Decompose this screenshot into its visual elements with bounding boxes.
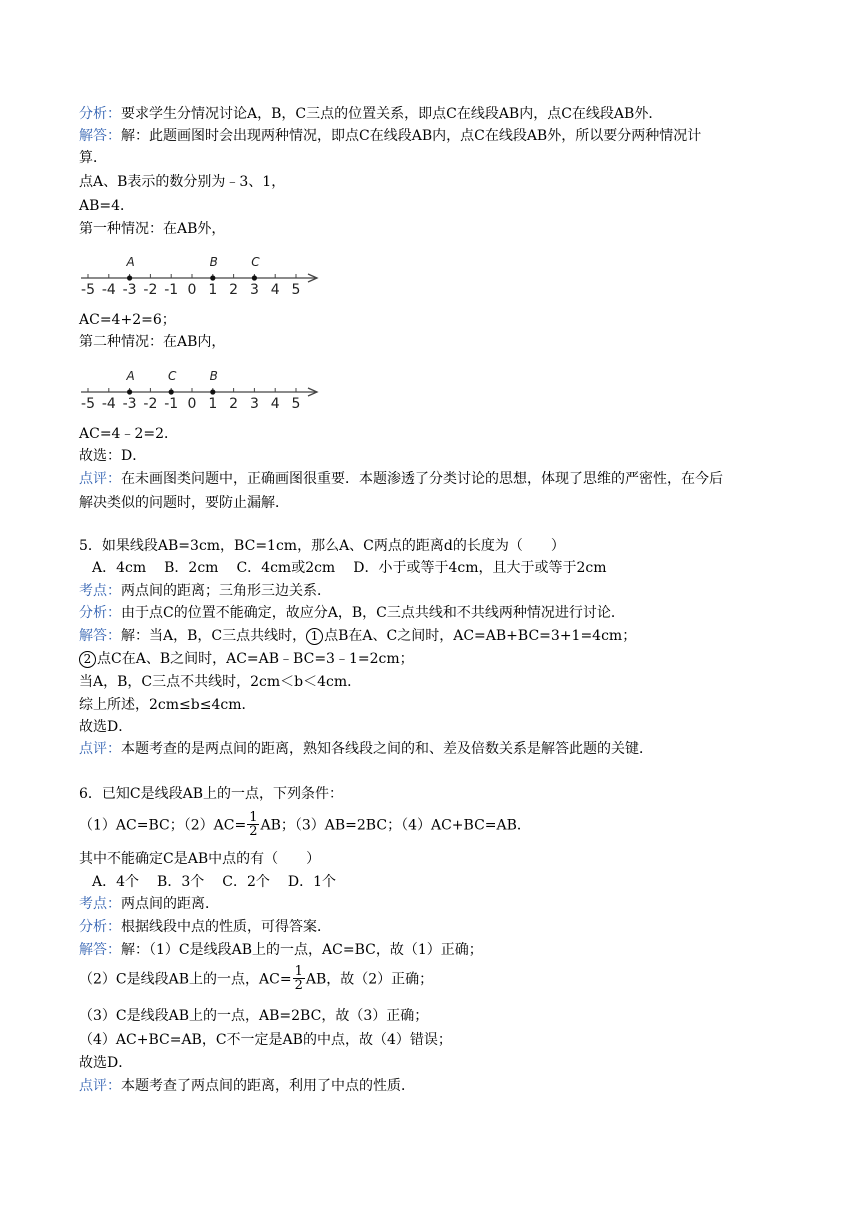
q6-options bbox=[92, 872, 802, 892]
q5-answer-line4: 综上所述，2cm≤b≤4cm． bbox=[79, 697, 256, 713]
q6-answer-line4: （4）AC+BC=AB，C不一定是AB的中点，故（4）错误； bbox=[79, 1032, 452, 1048]
kaodian-text: 两点间的距离． bbox=[121, 896, 219, 912]
choice-line: 故选：D． bbox=[79, 448, 147, 464]
tick-label: 0 bbox=[187, 396, 197, 412]
tick-label: 2 bbox=[229, 396, 239, 412]
point-b-label: B bbox=[209, 255, 218, 269]
case-two-result: AC=4﹣2=2． bbox=[79, 426, 179, 442]
tick-label: 5 bbox=[291, 282, 301, 298]
point-a-label: A bbox=[126, 369, 135, 383]
answer-text: 解：当A，B，C三点共线时， bbox=[121, 628, 307, 644]
point-c-dot bbox=[169, 389, 174, 394]
point-a-dot bbox=[127, 389, 132, 394]
tick-label: -2 bbox=[143, 396, 158, 412]
q6-option-b: B．3个 bbox=[157, 874, 205, 890]
q6-conditions bbox=[79, 812, 789, 839]
answer-tag: 解答： bbox=[79, 942, 121, 958]
q6-ask: 其中不能确定C是AB中点的有（ ） bbox=[79, 851, 321, 867]
answer-text-cont: 点B在A、C之间时，AC=AB+BC=3+1=4cm； bbox=[324, 628, 637, 644]
answer-tag: 解答： bbox=[79, 128, 121, 144]
q5-option-a: A．4cm bbox=[92, 560, 147, 576]
comment-line-cont: 解决类似的问题时，要防止漏解． bbox=[79, 495, 289, 511]
tick-label: -1 bbox=[164, 396, 179, 412]
answer-text-cont: AB，故（2）正确； bbox=[305, 971, 434, 988]
answer-text: 点C在A、B之间时，AC=AB﹣BC=3﹣1=2cm； bbox=[97, 651, 414, 667]
kaodian-text: 两点间的距离；三角形三边关系． bbox=[121, 583, 331, 599]
tick-label: 5 bbox=[291, 396, 301, 412]
text-line: 点A、B表示的数分别为﹣3、1， bbox=[79, 174, 286, 190]
conditions-text-cont: AB；（3）AB=2BC；（4）AC+BC=AB． bbox=[260, 817, 531, 834]
tick-label: 4 bbox=[270, 396, 280, 412]
analysis-text: 由于点C的位置不能确定，故应分A，B，C三点共线和不共线两种情况进行讨论． bbox=[121, 605, 625, 621]
q5-answer-line2 bbox=[79, 649, 789, 669]
fraction-one-half bbox=[247, 811, 259, 838]
kaodian-tag: 考点： bbox=[79, 896, 121, 912]
tick-label: 3 bbox=[249, 282, 259, 298]
tick-label: -1 bbox=[164, 282, 179, 298]
comment-tag: 点评： bbox=[79, 471, 121, 487]
comment-tag: 点评： bbox=[79, 1078, 121, 1094]
tick-label: -4 bbox=[101, 396, 116, 412]
comment-text: 本题考查的是两点间的距离，熟知各线段之间的和、差及倍数关系是解答此题的关键． bbox=[121, 741, 653, 757]
tick-label: 2 bbox=[229, 282, 239, 298]
analysis-line bbox=[79, 104, 789, 124]
fraction-denominator: 2 bbox=[249, 824, 258, 839]
tick-label: -4 bbox=[101, 282, 116, 298]
text-line: AB=4． bbox=[79, 198, 135, 214]
q6-answer-line2 bbox=[79, 966, 789, 993]
q6-option-c: C．2个 bbox=[222, 874, 270, 890]
tick-label: -5 bbox=[81, 396, 95, 412]
analysis-text: 要求学生分情况讨论A，B，C三点的位置关系，即点C在线段AB内，点C在线段AB外． bbox=[121, 106, 663, 122]
point-a-dot bbox=[127, 275, 132, 280]
q5-kaodian bbox=[79, 581, 789, 601]
fraction-numerator: 1 bbox=[294, 964, 303, 979]
comment-text: 在未画图类问题中，正确画图很重要．本题渗透了分类讨论的思想，体现了思维的严密性，在今后 bbox=[121, 471, 723, 487]
point-b-dot bbox=[210, 275, 215, 280]
point-c-label: C bbox=[168, 369, 177, 383]
case-two-label: 第二种情况：在AB内， bbox=[79, 334, 226, 350]
tick-label: 4 bbox=[270, 282, 280, 298]
circled-number-2: 2 bbox=[79, 651, 96, 668]
answer-text: （2）C是线段AB上的一点，AC= bbox=[79, 971, 292, 988]
number-line-case-two bbox=[79, 362, 329, 414]
answer-tag: 解答： bbox=[79, 628, 121, 644]
q5-option-b: B．2cm bbox=[164, 560, 219, 576]
q5-comment bbox=[79, 739, 789, 759]
tick-label: -3 bbox=[122, 282, 137, 298]
q6-answer bbox=[79, 940, 789, 960]
answer-text: 解：（1）C是线段AB上的一点，AC=BC，故（1）正确； bbox=[121, 942, 483, 958]
point-b-label: B bbox=[209, 369, 218, 383]
case-one-result: AC=4+2=6； bbox=[79, 312, 176, 328]
analysis-tag: 分析： bbox=[79, 919, 121, 935]
tick-label: 1 bbox=[208, 396, 218, 412]
analysis-text: 根据线段中点的性质，可得答案． bbox=[121, 919, 331, 935]
q6-option-a: A．4个 bbox=[92, 874, 140, 890]
q6-answer-line5: 故选D． bbox=[79, 1055, 133, 1071]
fraction-denominator: 2 bbox=[294, 978, 303, 993]
tick-label: -2 bbox=[143, 282, 158, 298]
tick-label: 0 bbox=[187, 282, 197, 298]
comment-line bbox=[79, 469, 789, 489]
comment-text: 本题考查了两点间的距离，利用了中点的性质． bbox=[121, 1078, 415, 1094]
q5-answer-line5: 故选D． bbox=[79, 719, 133, 735]
q5-option-d: D．小于或等于4cm，且大于或等于2cm bbox=[353, 560, 607, 576]
conditions-text: （1）AC=BC；（2）AC= bbox=[79, 817, 247, 834]
tick-label: -3 bbox=[122, 396, 137, 412]
analysis-tag: 分析： bbox=[79, 605, 121, 621]
answer-line bbox=[79, 126, 789, 146]
q5-question: 5．如果线段AB=3cm，BC=1cm，那么A、C两点的距离d的长度为（ ） bbox=[79, 538, 565, 554]
circled-number-1: 1 bbox=[306, 628, 323, 645]
q6-comment bbox=[79, 1076, 789, 1096]
tick-label: 1 bbox=[208, 282, 218, 298]
point-c-dot bbox=[252, 275, 257, 280]
q5-answer bbox=[79, 626, 789, 646]
answer-line-cont: 算． bbox=[79, 150, 107, 166]
point-b-dot bbox=[210, 389, 215, 394]
fraction-one-half bbox=[293, 965, 305, 992]
number-line-case-one bbox=[79, 248, 329, 300]
answer-text: 解：此题画图时会出现两种情况，即点C在线段AB内，点C在线段AB外，所以要分两种情况计 bbox=[121, 128, 702, 144]
q5-analysis bbox=[79, 603, 789, 623]
comment-tag: 点评： bbox=[79, 741, 121, 757]
kaodian-tag: 考点： bbox=[79, 583, 121, 599]
q5-option-c: C．4cm或2cm bbox=[236, 560, 336, 576]
q6-answer-line3: （3）C是线段AB上的一点，AB=2BC，故（3）正确； bbox=[79, 1008, 429, 1024]
analysis-tag: 分析： bbox=[79, 106, 121, 122]
case-one-label: 第一种情况：在AB外， bbox=[79, 221, 226, 237]
point-c-label: C bbox=[251, 255, 260, 269]
tick-label: -5 bbox=[81, 282, 95, 298]
fraction-numerator: 1 bbox=[249, 810, 258, 825]
q6-question: 6．已知C是线段AB上的一点，下列条件： bbox=[79, 786, 344, 802]
q6-kaodian bbox=[79, 894, 789, 914]
q5-answer-line3: 当A，B，C三点不共线时，2cm＜b＜4cm． bbox=[79, 674, 362, 690]
q6-analysis bbox=[79, 917, 789, 937]
q6-option-d: D．1个 bbox=[287, 874, 336, 890]
tick-label: 3 bbox=[249, 396, 259, 412]
q5-options bbox=[92, 558, 802, 578]
point-a-label: A bbox=[126, 255, 135, 269]
